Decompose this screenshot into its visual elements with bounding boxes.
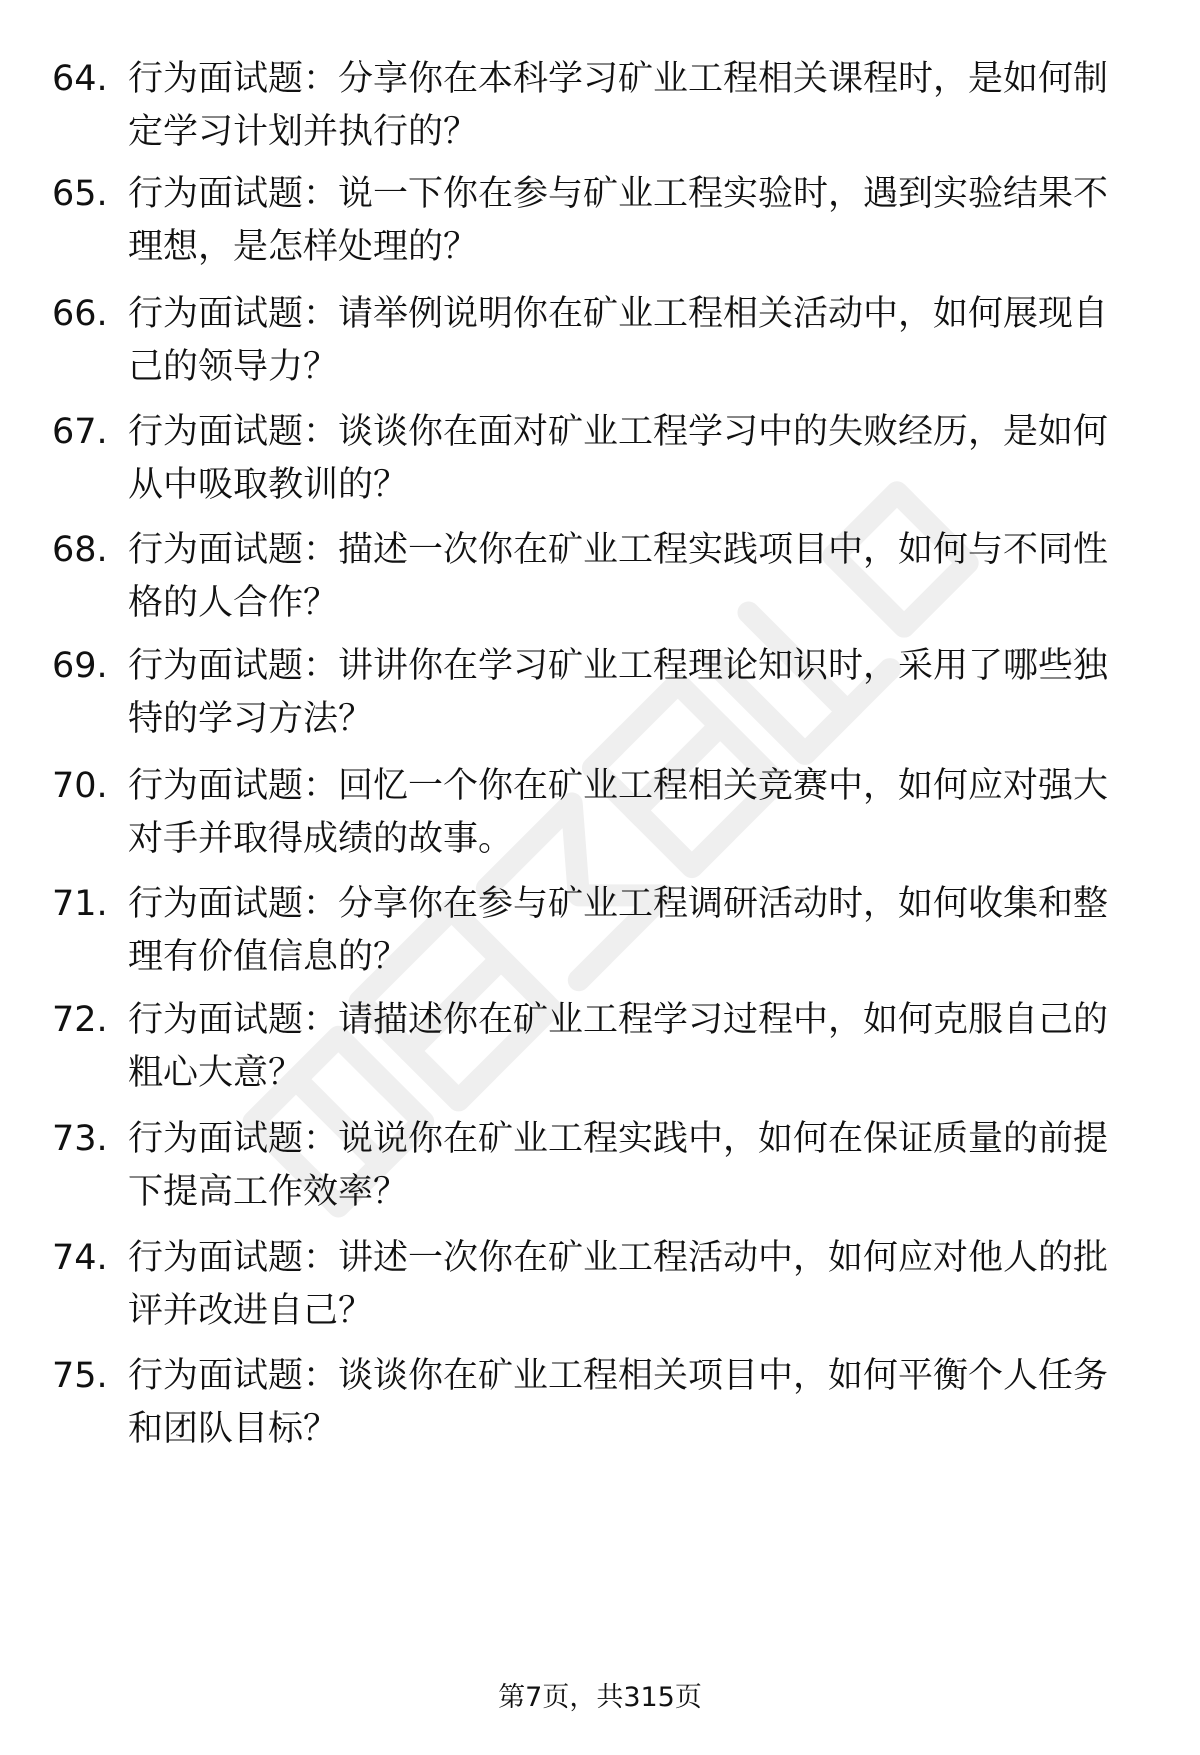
- question-item-67: [0, 406, 1200, 516]
- question-item-66: [0, 288, 1200, 398]
- question-number: 69.: [52, 646, 108, 686]
- question-text: 行为面试题：说说你在矿业工程实践中，如何在保证质量的前提 下提高工作效率？: [128, 1119, 1109, 1212]
- question-text: 行为面试题：分享你在本科学习矿业工程相关课程时，是如何制 定学习计划并执行的？: [128, 59, 1109, 152]
- question-text: 行为面试题：回忆一个你在矿业工程相关竞赛中，如何应对强大 对手并取得成绩的故事。: [128, 766, 1109, 859]
- question-number: 74.: [52, 1238, 108, 1278]
- page-footer: 第7页，共315页: [498, 1682, 702, 1713]
- question-item-64: [0, 53, 1200, 163]
- question-item-74: [0, 1232, 1200, 1342]
- question-item-75: [0, 1350, 1200, 1460]
- question-item-73: [0, 1113, 1200, 1223]
- question-number: 75.: [52, 1356, 108, 1396]
- question-number: 66.: [52, 294, 108, 334]
- question-text: 行为面试题：谈谈你在矿业工程相关项目中，如何平衡个人任务 和团队目标？: [128, 1356, 1109, 1449]
- question-text: 行为面试题：讲讲你在学习矿业工程理论知识时，采用了哪些独 特的学习方法？: [128, 646, 1109, 739]
- question-item-72: [0, 994, 1200, 1104]
- question-number: 64.: [52, 59, 108, 99]
- question-number: 72.: [52, 1000, 108, 1040]
- question-number: 71.: [52, 884, 108, 924]
- question-text: 行为面试题：请举例说明你在矿业工程相关活动中，如何展现自 己的领导力？: [128, 294, 1109, 387]
- question-number: 73.: [52, 1119, 108, 1159]
- question-number: 65.: [52, 174, 108, 214]
- question-text: 行为面试题：描述一次你在矿业工程实践项目中，如何与不同性 格的人合作？: [128, 530, 1109, 623]
- question-number: 67.: [52, 412, 108, 452]
- question-text: 行为面试题：请描述你在矿业工程学习过程中，如何克服自己的 粗心大意？: [128, 1000, 1109, 1093]
- question-text: 行为面试题：讲述一次你在矿业工程活动中，如何应对他人的批 评并改进自己？: [128, 1238, 1109, 1331]
- question-item-70: [0, 760, 1200, 870]
- question-text: 行为面试题：谈谈你在面对矿业工程学习中的失败经历，是如何 从中吸取教训的？: [128, 412, 1109, 505]
- question-item-65: [0, 168, 1200, 278]
- question-item-69: [0, 640, 1200, 750]
- question-item-71: [0, 878, 1200, 988]
- question-item-68: [0, 524, 1200, 634]
- question-text: 行为面试题：分享你在参与矿业工程调研活动时，如何收集和整 理有价值信息的？: [128, 884, 1109, 977]
- question-text: 行为面试题：说一下你在参与矿业工程实验时，遇到实验结果不 理想，是怎样处理的？: [128, 174, 1109, 267]
- question-number: 68.: [52, 530, 108, 570]
- question-number: 70.: [52, 766, 108, 806]
